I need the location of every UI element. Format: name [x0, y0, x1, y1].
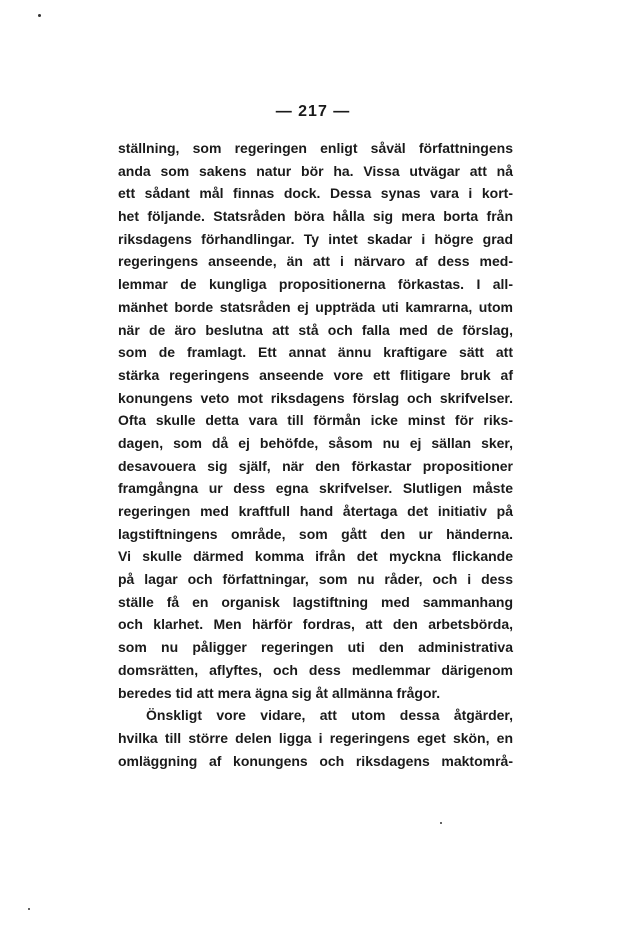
body-text — [118, 137, 513, 772]
text-line: lemmar de kungliga propositionerna förkastas. I all- — [118, 276, 513, 293]
text-line: ställning, som regeringen enligt såväl författningens — [118, 140, 513, 156]
paper-speck — [38, 14, 41, 17]
page-number: — 217 — — [275, 103, 351, 120]
text-line: konungens veto mot riksdagens förslag och skrifvelser. — [118, 389, 513, 406]
text-line: som nu påligger regeringen uti den administrativa — [118, 639, 513, 656]
text-line: regeringen med kraftfull hand återtaga det initiativ på — [118, 503, 513, 519]
text-line: regeringens anseende, än att i närvaro af dess med- — [118, 253, 513, 270]
text-line: när de äro beslutna att stå och falla med de förslag, — [118, 321, 513, 338]
text-line: anda som sakens natur bör ha. Vissa utvägar att nå — [118, 162, 513, 179]
text-line: och klarhet. Men härför fordras, att den arbetsbörda, — [118, 616, 513, 633]
text-line: domsrätten, aflyftes, och dess medlemmar därigenom — [118, 661, 513, 678]
text-line: framgångna ur dess egna skrifvelser. Slutligen måste — [118, 480, 513, 497]
text-line: Vi skulle därmed komma ifrån det myckna flickande — [118, 548, 513, 565]
text-line: hvilka till större delen ligga i regeringens eget skön, en — [118, 729, 513, 746]
paper-speck — [440, 822, 442, 824]
text-line: beredes tid att mera ägna sig åt allmänna frågor. — [118, 684, 441, 701]
text-line: som de framlagt. Ett annat ännu kraftigare sätt att — [118, 344, 513, 361]
text-line: desavouera sig själf, när den förkastar propositioner — [118, 457, 513, 474]
text-line: omläggning af konungens och riksdagens maktområ- — [118, 752, 513, 769]
text-line: Önskligt vore vidare, att utom dessa åtgärder, — [146, 707, 513, 724]
text-line: lagstiftningens område, som gått den ur händerna. — [118, 525, 513, 542]
text-line: riksdagens förhandlingar. Ty intet skadar i högre grad — [118, 230, 513, 247]
text-line: ställe få en organisk lagstiftning med sammanhang — [118, 593, 513, 610]
text-line: Ofta skulle detta vara till förmån icke minst för riks- — [118, 412, 513, 429]
text-line: på lagar och författningar, som nu råder, och i dess — [118, 571, 513, 588]
paper-speck — [28, 908, 30, 910]
text-line: mänhet borde statsråden ej uppträda uti kamrarna, utom — [118, 298, 513, 315]
text-line: dagen, som då ej behöfde, såsom nu ej sällan sker, — [118, 434, 513, 451]
text-line: het följande. Statsråden böra hålla sig mera borta från — [118, 208, 513, 225]
text-line: stärka regeringens anseende vore ett flitigare bruk af — [118, 366, 513, 383]
text-line: ett sådant mål finnas dock. Dessa synas vara i kort- — [118, 185, 513, 202]
